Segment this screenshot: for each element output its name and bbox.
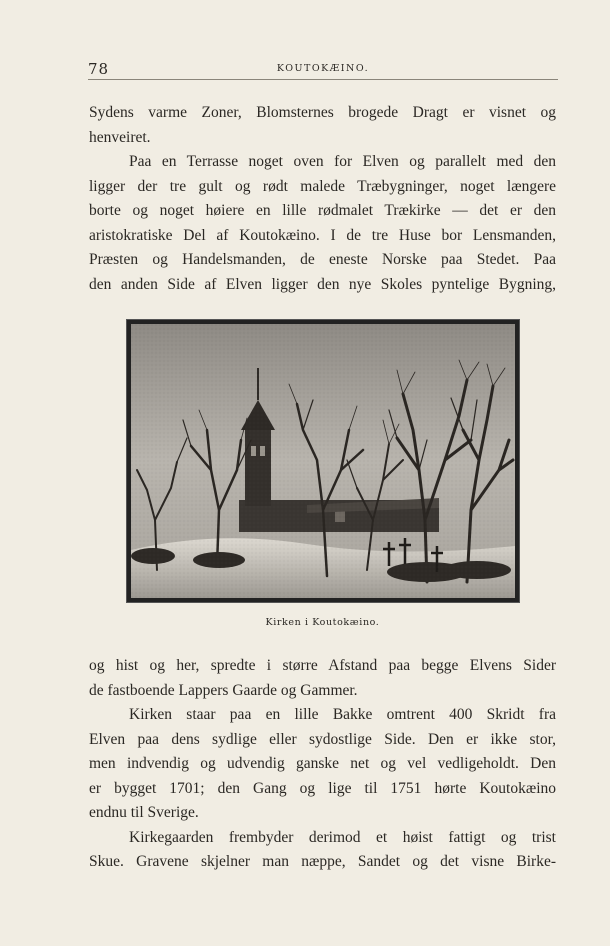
text-line: henveiret. (89, 128, 151, 146)
text-line: Kirkegaarden frembyder derimod et høist fattigt og trist (129, 828, 556, 846)
lower-paragraphs (89, 654, 556, 875)
text-line: Skue. Gravene skjelner man næppe, Sandet og det visne Birke- (89, 853, 556, 870)
running-head: KOUTOKÆINO. (276, 63, 370, 74)
text-line: Kirken staar paa en lille Bakke omtrent 400 Skridt fra (129, 706, 556, 723)
header-rule (88, 79, 558, 80)
page-header (88, 58, 558, 80)
page-number: 78 (88, 60, 110, 78)
text-line: aristokratiske Del af Koutokæino. I de tre Huse bor Lensmanden, (89, 226, 556, 244)
text-line: de fastboende Lappers Gaarde og Gammer. (89, 681, 358, 699)
text-line: Paa en Terrasse noget oven for Elven og parallelt med den (129, 153, 556, 170)
text-line: Præsten og Handelsmanden, de eneste Norske paa Stedet. Paa (89, 251, 556, 268)
text-line: og hist og her, spredte i større Afstand paa begge Elvens Sider (89, 657, 556, 674)
upper-paragraphs (89, 101, 556, 297)
text-line: men indvendig og udvendig ganske net og vel vedligeholdt. Den (89, 755, 556, 772)
text-line: er bygget 1701; den Gang og lige til 1751 hørte Koutokæino (89, 779, 556, 797)
text-line: Sydens varme Zoner, Blomsternes brogede Dragt er visnet og (89, 104, 556, 121)
text-line: ligger der tre gult og rødt malede Træbygninger, noget længere (89, 177, 556, 195)
figure-caption: Kirken i Koutokæino. (265, 617, 380, 628)
text-line: Elven paa dens sydlige eller sydostlige Side. Den er ikke stor, (89, 730, 556, 748)
church-photograph (127, 320, 519, 602)
text-line: endnu til Sverige. (89, 804, 199, 821)
text-line: borte og noget høiere en lille rødmalet Trækirke — det er den (89, 202, 556, 219)
text-line: den anden Side af Elven ligger den nye Skoles pyntelige Bygning, (89, 275, 556, 293)
